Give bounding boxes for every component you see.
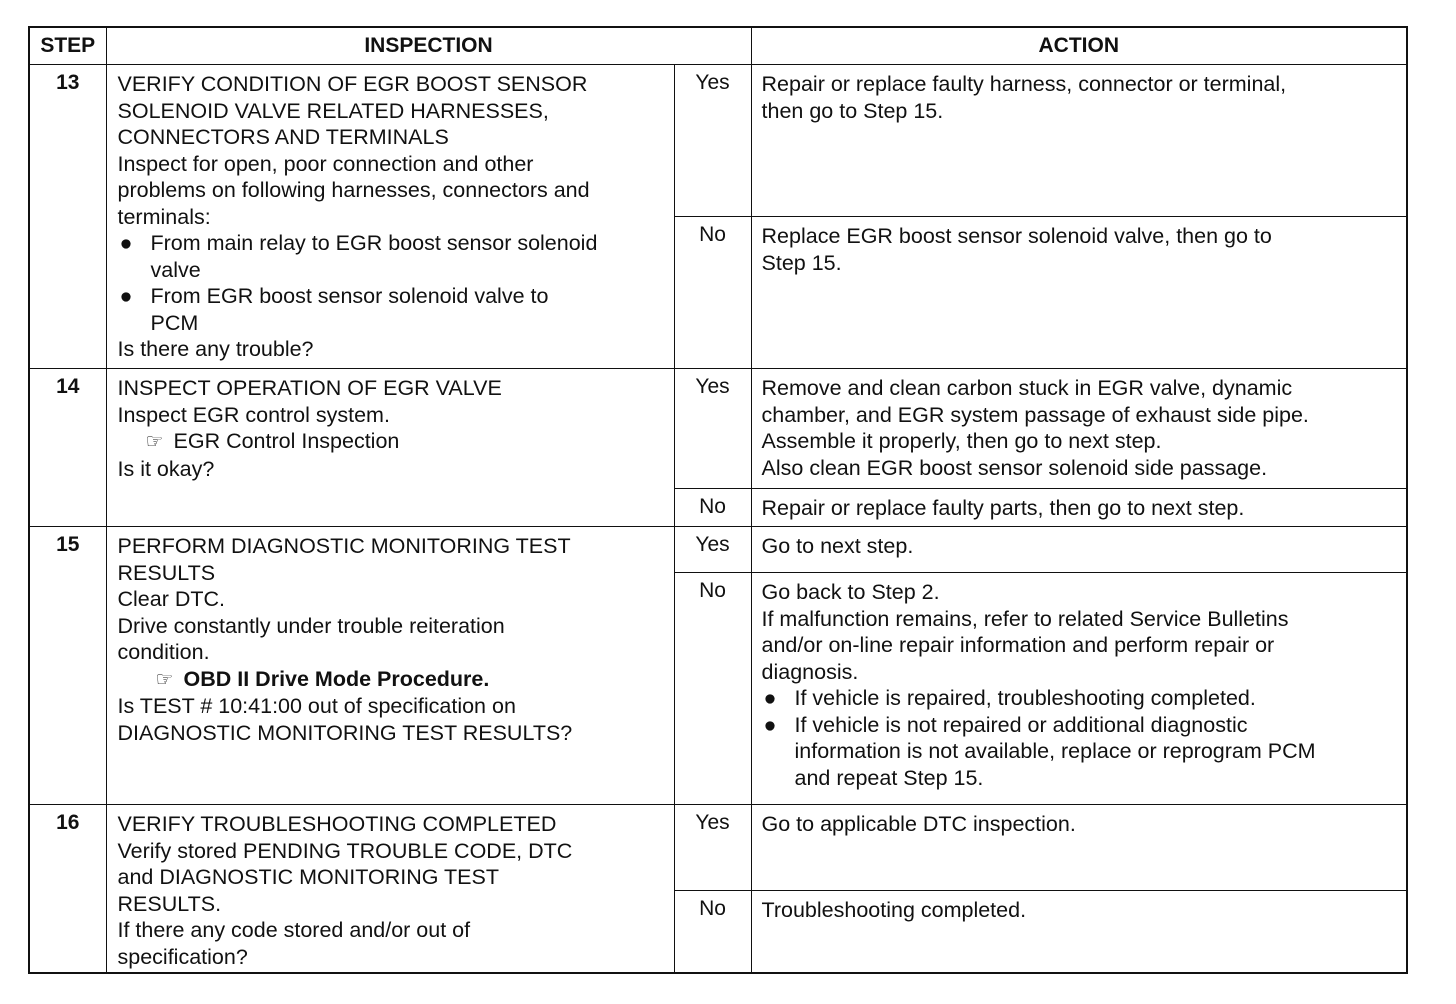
bullet-item	[762, 685, 1399, 712]
bullet-dot-icon: ●	[119, 231, 133, 256]
reference-text: OBD II Drive Mode Procedure.	[183, 666, 490, 691]
no-label: No	[674, 891, 751, 973]
action-text: Step 15.	[761, 250, 842, 275]
action-text: then go to Step 15.	[761, 98, 944, 123]
bullet-dot-icon: ●	[119, 284, 133, 309]
table-row	[29, 805, 1407, 891]
inspection-text: Verify stored PENDING TROUBLE CODE, DTC	[117, 838, 573, 863]
inspection-cell	[106, 369, 674, 527]
inspection-text: Inspect EGR control system.	[117, 402, 390, 427]
inspection-title: VERIFY TROUBLESHOOTING COMPLETED	[117, 812, 557, 837]
diagnostic-table	[28, 26, 1408, 974]
action-text: and/or on-line repair information and perform repair or	[761, 633, 1275, 658]
action-text: Go back to Step 2.	[761, 580, 940, 605]
inspection-title: CONNECTORS AND TERMINALS	[117, 125, 449, 150]
action-text: Troubleshooting completed.	[761, 898, 1027, 923]
bullet-item	[118, 283, 666, 336]
inspection-cell	[106, 65, 674, 369]
no-label: No	[674, 573, 751, 805]
inspection-title: RESULTS	[117, 560, 216, 585]
inspection-question: Is there any trouble?	[117, 337, 314, 362]
pointing-hand-icon: ☞	[155, 668, 174, 691]
action-text: diagnosis.	[761, 659, 859, 684]
yes-action	[751, 369, 1407, 489]
header-inspection: INSPECTION	[106, 27, 751, 65]
header-step: STEP	[29, 27, 106, 65]
inspection-title: VERIFY CONDITION OF EGR BOOST SENSOR	[117, 72, 588, 97]
inspection-question: specification?	[117, 944, 248, 969]
inspection-text: Clear DTC.	[117, 587, 226, 612]
reference-link	[118, 428, 666, 456]
table-row	[29, 65, 1407, 217]
no-label: No	[674, 489, 751, 527]
inspection-text: RESULTS.	[117, 891, 222, 916]
no-action	[751, 489, 1407, 527]
no-action	[751, 573, 1407, 805]
header-action: ACTION	[751, 27, 1407, 65]
action-text: Assemble it properly, then go to next step.	[761, 429, 1162, 454]
inspection-question: Is it okay?	[117, 456, 215, 481]
inspection-question: If there any code stored and/or out of	[117, 918, 471, 943]
yes-label: Yes	[674, 527, 751, 573]
inspection-question: DIAGNOSTIC MONITORING TEST RESULTS?	[117, 720, 573, 745]
step-number: 16	[29, 805, 106, 973]
yes-action	[751, 65, 1407, 217]
action-text: Go to next step.	[761, 534, 914, 559]
no-action	[751, 891, 1407, 973]
table-row	[29, 369, 1407, 489]
inspection-text: condition.	[117, 640, 210, 665]
action-text: Go to applicable DTC inspection.	[761, 812, 1076, 837]
inspection-text: Inspect for open, poor connection and other	[117, 151, 534, 176]
inspection-text: and DIAGNOSTIC MONITORING TEST	[117, 865, 499, 890]
bullet-text: information is not available, replace or reprogram PCM	[794, 739, 1316, 764]
yes-label: Yes	[674, 65, 751, 217]
action-text: Repair or replace faulty parts, then go to next step.	[761, 496, 1245, 521]
action-text: chamber, and EGR system passage of exhaust side pipe.	[761, 402, 1309, 427]
action-text: Remove and clean carbon stuck in EGR valve, dynamic	[761, 376, 1293, 401]
bullet-text: From main relay to EGR boost sensor solenoid	[150, 231, 598, 256]
inspection-question: Is TEST # 10:41:00 out of specification on	[117, 694, 516, 719]
bullet-item	[118, 230, 666, 283]
bullet-text: and repeat Step 15.	[794, 765, 984, 790]
action-text: Also clean EGR boost sensor solenoid side passage.	[761, 455, 1268, 480]
inspection-text: problems on following harnesses, connectors and	[117, 178, 590, 203]
action-text: If malfunction remains, refer to related Service Bulletins	[761, 606, 1289, 631]
reference-text: EGR Control Inspection	[173, 429, 400, 454]
yes-action	[751, 527, 1407, 573]
bullet-text: PCM	[150, 310, 199, 335]
action-text: Repair or replace faulty harness, connector or terminal,	[761, 72, 1287, 97]
diagnostic-table-page	[28, 26, 1406, 974]
yes-label: Yes	[674, 369, 751, 489]
inspection-title: SOLENOID VALVE RELATED HARNESSES,	[117, 98, 549, 123]
inspection-cell	[106, 527, 674, 805]
inspection-title: INSPECT OPERATION OF EGR VALVE	[117, 376, 502, 401]
table-row	[29, 527, 1407, 573]
bullet-item	[762, 712, 1399, 792]
inspection-title: PERFORM DIAGNOSTIC MONITORING TEST	[117, 534, 571, 559]
step-number: 15	[29, 527, 106, 805]
action-text: Replace EGR boost sensor solenoid valve, then go to	[761, 224, 1272, 249]
bullet-dot-icon: ●	[763, 686, 777, 711]
step-number: 14	[29, 369, 106, 527]
header-row	[29, 27, 1407, 65]
inspection-cell	[106, 805, 674, 973]
no-action	[751, 217, 1407, 369]
bullet-text: valve	[150, 257, 201, 282]
yes-label: Yes	[674, 805, 751, 891]
bullet-dot-icon: ●	[763, 712, 777, 737]
bullet-text: If vehicle is repaired, troubleshooting completed.	[794, 686, 1256, 711]
step-number: 13	[29, 65, 106, 369]
reference-link	[118, 666, 666, 694]
bullet-text: From EGR boost sensor solenoid valve to	[150, 284, 549, 309]
yes-action	[751, 805, 1407, 891]
inspection-text: terminals:	[117, 204, 211, 229]
no-label: No	[674, 217, 751, 369]
bullet-text: If vehicle is not repaired or additional diagnostic	[794, 712, 1248, 737]
pointing-hand-icon: ☞	[145, 431, 164, 454]
inspection-text: Drive constantly under trouble reiteration	[117, 613, 505, 638]
